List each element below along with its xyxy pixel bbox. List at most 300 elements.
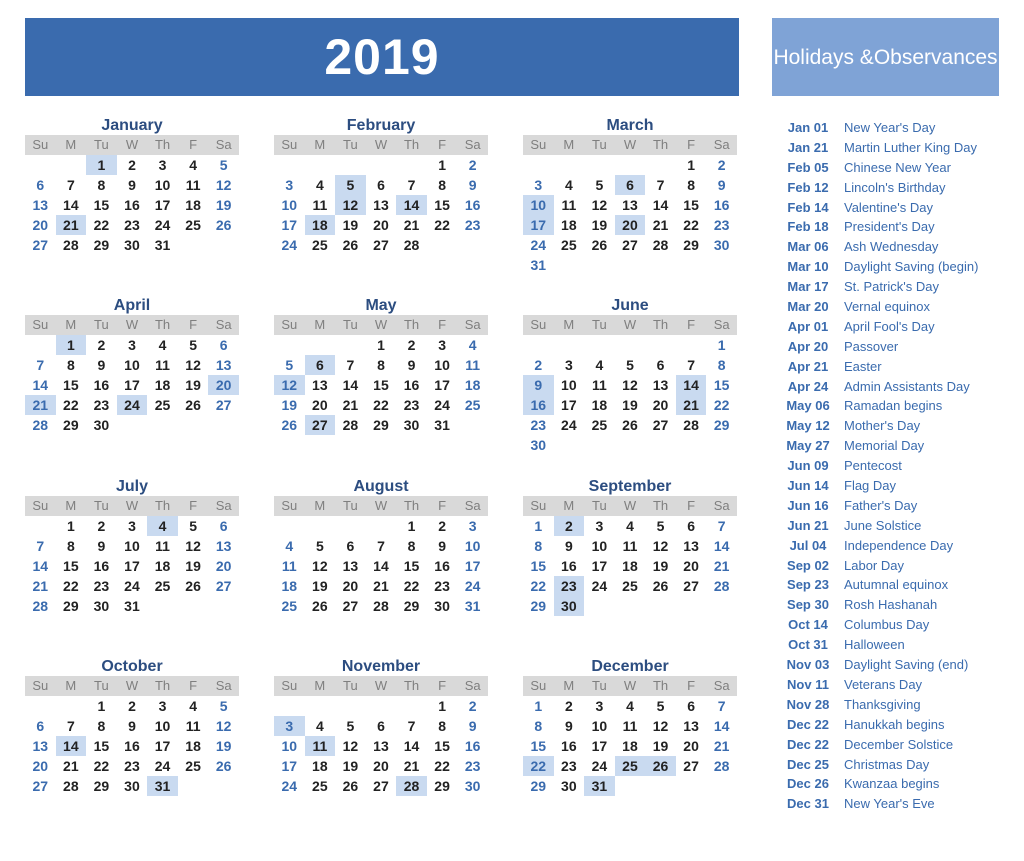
- weekday-label: M: [65, 498, 77, 513]
- weekday-label: F: [189, 678, 198, 693]
- empty-cell: [615, 155, 646, 175]
- holiday-name: Autumnal equinox: [844, 577, 949, 593]
- holiday-name: Christmas Day: [844, 756, 930, 772]
- day-cell: 9: [564, 538, 573, 554]
- weekday-label: Th: [403, 317, 420, 332]
- holiday-date: Dec 22: [787, 736, 829, 752]
- day-cell: 8: [377, 357, 385, 373]
- day-cell: 2: [717, 157, 726, 173]
- day-cell: 20: [32, 217, 49, 233]
- holiday-day-cell: 20: [208, 375, 239, 395]
- day-cell: 16: [124, 197, 140, 213]
- weekday-label: Su: [32, 317, 49, 332]
- day-cell: 25: [312, 778, 328, 794]
- holiday-name: April Fool's Day: [844, 318, 935, 334]
- day-cell: 4: [595, 357, 604, 373]
- day-cell: 16: [464, 197, 481, 213]
- day-cell: 5: [595, 177, 604, 193]
- month-june: [523, 296, 737, 455]
- empty-cell: [366, 155, 397, 175]
- day-cell: 16: [713, 197, 730, 213]
- holiday-date: Feb 12: [787, 179, 829, 195]
- day-cell: 2: [468, 157, 477, 173]
- day-cell: 17: [154, 738, 171, 754]
- day-cell: 27: [622, 237, 638, 253]
- day-cell: 18: [154, 377, 171, 393]
- day-cell: 1: [534, 518, 543, 534]
- day-cell: 5: [656, 518, 665, 534]
- weekday-header: [25, 496, 239, 516]
- day-cell: 7: [407, 718, 416, 734]
- day-cell: 29: [93, 778, 110, 794]
- holiday-row: [772, 377, 1012, 397]
- holiday-day-cell: 14: [56, 736, 87, 756]
- holiday-day-cell: 31: [584, 776, 615, 796]
- day-cell: 17: [591, 738, 608, 754]
- month-title: July: [115, 478, 148, 495]
- weekday-label: F: [189, 498, 198, 513]
- holiday-row: [772, 635, 1012, 655]
- day-cell: 21: [63, 758, 79, 774]
- day-cell: 17: [154, 197, 171, 213]
- weekday-label: M: [65, 317, 77, 332]
- day-cell: 22: [373, 397, 389, 413]
- day-grid: [274, 696, 488, 796]
- day-cell: 21: [713, 558, 730, 574]
- empty-cell: [523, 155, 554, 175]
- day-cell: 29: [93, 237, 110, 253]
- holiday-row: [772, 277, 1012, 297]
- day-cell: 17: [124, 558, 140, 574]
- month-september: [523, 477, 737, 616]
- day-cell: 14: [652, 197, 669, 213]
- month-title: August: [353, 478, 409, 495]
- day-cell: 6: [346, 538, 355, 554]
- day-cell: 31: [464, 598, 481, 614]
- empty-cell: [584, 155, 615, 175]
- day-cell: 17: [281, 217, 298, 233]
- day-cell: 13: [683, 718, 699, 734]
- holiday-date: Dec 22: [787, 716, 829, 732]
- day-cell: 21: [32, 578, 49, 594]
- weekday-header: [523, 496, 737, 516]
- day-cell: 30: [561, 778, 577, 794]
- day-cell: 3: [158, 698, 167, 714]
- day-cell: 25: [154, 397, 171, 413]
- day-cell: 29: [63, 417, 79, 433]
- day-cell: 19: [185, 377, 201, 393]
- day-cell: 27: [342, 598, 359, 614]
- day-cell: 30: [403, 417, 420, 433]
- day-cell: 7: [36, 357, 45, 373]
- holiday-row: [772, 655, 1012, 675]
- holiday-name: Independence Day: [844, 537, 954, 553]
- holiday-day-cell: 4: [147, 516, 178, 536]
- day-cell: 1: [717, 337, 726, 353]
- day-cell: 5: [189, 337, 197, 353]
- day-cell: 18: [281, 578, 298, 594]
- day-grid: [274, 516, 488, 616]
- day-cell: 19: [342, 758, 359, 774]
- day-cell: 10: [124, 538, 140, 554]
- month-december: [523, 657, 737, 796]
- day-cell: 14: [32, 377, 49, 393]
- day-cell: 6: [687, 698, 695, 714]
- holiday-row: [772, 556, 1012, 576]
- holiday-name: June Solstice: [844, 517, 922, 533]
- day-cell: 24: [561, 417, 577, 433]
- weekday-label: Su: [530, 678, 547, 693]
- weekday-label: Sa: [464, 678, 481, 693]
- weekday-label: M: [314, 498, 326, 513]
- holiday-name: Chinese New Year: [844, 159, 951, 175]
- weekday-label: M: [563, 317, 575, 332]
- day-cell: 27: [652, 417, 669, 433]
- weekday-label: W: [374, 317, 388, 332]
- day-cell: 26: [281, 417, 298, 433]
- day-cell: 2: [97, 337, 106, 353]
- day-cell: 20: [215, 558, 232, 574]
- day-cell: 9: [717, 177, 726, 193]
- day-cell: 23: [464, 217, 481, 233]
- empty-cell: [335, 155, 366, 175]
- day-cell: 30: [93, 417, 110, 433]
- weekday-label: M: [563, 498, 575, 513]
- weekday-label: Sa: [713, 498, 730, 513]
- day-cell: 27: [683, 758, 699, 774]
- day-cell: 21: [342, 397, 359, 413]
- day-cell: 19: [215, 197, 232, 213]
- holiday-day-cell: 20: [615, 215, 646, 235]
- day-cell: 25: [185, 758, 201, 774]
- holiday-day-cell: 22: [523, 756, 554, 776]
- weekday-label: Su: [32, 137, 49, 152]
- holiday-day-cell: 9: [523, 375, 554, 395]
- day-cell: 6: [377, 718, 385, 734]
- day-cell: 20: [342, 578, 359, 594]
- day-cell: 4: [158, 337, 167, 353]
- day-cell: 23: [434, 578, 450, 594]
- month-title: October: [101, 658, 163, 675]
- empty-cell: [523, 335, 554, 355]
- day-cell: 6: [219, 518, 228, 534]
- empty-cell: [645, 155, 676, 175]
- day-cell: 27: [215, 397, 232, 413]
- day-cell: 18: [622, 738, 638, 754]
- holiday-date: Oct 14: [788, 617, 828, 633]
- weekday-label: Sa: [215, 678, 232, 693]
- day-cell: 11: [622, 718, 638, 734]
- day-cell: 9: [564, 718, 573, 734]
- holiday-row: [772, 575, 1012, 595]
- day-cell: 7: [656, 177, 665, 193]
- day-cell: 4: [189, 157, 197, 173]
- weekday-label: Tu: [592, 317, 607, 332]
- day-cell: 5: [219, 698, 228, 714]
- day-cell: 15: [373, 377, 389, 393]
- day-cell: 10: [561, 377, 577, 393]
- weekday-label: Su: [32, 678, 49, 693]
- weekday-label: M: [65, 678, 77, 693]
- day-cell: 30: [713, 237, 730, 253]
- day-cell: 2: [564, 698, 573, 714]
- day-cell: 29: [373, 417, 389, 433]
- day-cell: 25: [591, 417, 608, 433]
- day-cell: 15: [530, 558, 547, 574]
- holiday-name: Lincoln's Birthday: [844, 179, 946, 195]
- day-cell: 19: [215, 738, 232, 754]
- day-cell: 28: [713, 758, 730, 774]
- holiday-row: [772, 456, 1012, 476]
- holiday-day-cell: 17: [523, 215, 554, 235]
- holiday-row: [772, 476, 1012, 496]
- holiday-row: [772, 774, 1012, 794]
- day-cell: 2: [128, 698, 136, 714]
- holiday-row: [772, 735, 1012, 755]
- day-cell: 28: [403, 237, 420, 253]
- day-cell: 16: [561, 738, 577, 754]
- holiday-name: Kwanzaa begins: [844, 776, 940, 792]
- empty-cell: [305, 335, 336, 355]
- day-cell: 2: [468, 698, 477, 714]
- day-cell: 22: [434, 758, 450, 774]
- day-cell: 20: [32, 758, 49, 774]
- day-cell: 9: [468, 718, 477, 734]
- day-cell: 15: [434, 738, 450, 754]
- weekday-label: F: [438, 317, 447, 332]
- day-cell: 6: [656, 357, 665, 373]
- weekday-label: W: [623, 137, 637, 152]
- month-title: January: [101, 117, 163, 134]
- day-cell: 30: [434, 598, 450, 614]
- day-cell: 11: [622, 538, 638, 554]
- day-cell: 30: [124, 237, 140, 253]
- holiday-row: [772, 297, 1012, 317]
- weekday-label: W: [125, 137, 139, 152]
- day-cell: 4: [285, 538, 294, 554]
- weekday-label: Su: [530, 137, 547, 152]
- weekday-label: Sa: [713, 137, 730, 152]
- weekday-label: Tu: [94, 678, 109, 693]
- holiday-day-cell: 18: [305, 215, 336, 235]
- empty-cell: [305, 155, 336, 175]
- day-grid: [523, 696, 737, 796]
- day-cell: 26: [591, 237, 608, 253]
- day-cell: 19: [591, 217, 608, 233]
- empty-cell: [25, 335, 56, 355]
- day-cell: 30: [93, 598, 110, 614]
- day-cell: 4: [468, 337, 477, 353]
- weekday-label: Tu: [94, 317, 109, 332]
- day-cell: 12: [185, 357, 201, 373]
- day-cell: 12: [185, 538, 201, 554]
- day-grid: [274, 155, 488, 255]
- day-cell: 5: [626, 357, 634, 373]
- weekday-label: Sa: [713, 678, 730, 693]
- holiday-row: [772, 436, 1012, 456]
- holiday-name: President's Day: [844, 219, 935, 235]
- weekday-label: Th: [652, 678, 669, 693]
- day-cell: 9: [407, 357, 416, 373]
- holiday-name: Rosh Hashanah: [844, 597, 938, 613]
- day-cell: 27: [32, 237, 49, 253]
- day-cell: 15: [403, 558, 420, 574]
- day-cell: 22: [713, 397, 730, 413]
- holiday-day-cell: 23: [554, 576, 585, 596]
- day-cell: 21: [373, 578, 389, 594]
- day-cell: 13: [215, 357, 232, 373]
- day-cell: 7: [687, 357, 695, 373]
- holiday-day-cell: 31: [147, 776, 178, 796]
- day-cell: 4: [189, 698, 197, 714]
- day-cell: 11: [592, 377, 607, 393]
- holiday-name: Passover: [844, 338, 899, 354]
- day-cell: 4: [626, 698, 634, 714]
- empty-cell: [274, 335, 305, 355]
- month-title: September: [588, 478, 672, 495]
- day-cell: 29: [530, 598, 547, 614]
- day-cell: 22: [434, 217, 450, 233]
- day-cell: 23: [93, 397, 110, 413]
- holiday-name: Easter: [844, 358, 882, 374]
- day-cell: 2: [534, 357, 543, 373]
- day-cell: 31: [434, 417, 450, 433]
- day-cell: 24: [591, 578, 608, 594]
- holiday-day-cell: 14: [676, 375, 707, 395]
- holiday-date: Nov 03: [786, 657, 830, 673]
- holiday-day-cell: 2: [554, 516, 585, 536]
- holiday-date: Apr 01: [787, 318, 829, 334]
- holiday-date: Sep 30: [787, 597, 829, 613]
- weekday-label: M: [314, 317, 326, 332]
- holiday-name: Martin Luther King Day: [844, 139, 977, 155]
- day-cell: 3: [468, 518, 477, 534]
- holiday-row: [772, 158, 1012, 178]
- holiday-name: Mother's Day: [844, 418, 921, 434]
- holiday-day-cell: 26: [645, 756, 676, 776]
- day-cell: 13: [342, 558, 359, 574]
- month-august: [274, 477, 488, 616]
- holiday-day-cell: 12: [274, 375, 305, 395]
- day-cell: 14: [713, 718, 730, 734]
- day-cell: 4: [315, 177, 324, 193]
- weekday-header: [25, 676, 239, 696]
- holiday-day-cell: 28: [396, 776, 427, 796]
- holiday-day-cell: 11: [305, 736, 336, 756]
- holiday-day-cell: 5: [335, 175, 366, 195]
- day-cell: 9: [468, 177, 477, 193]
- day-cell: 29: [530, 778, 547, 794]
- empty-cell: [335, 516, 366, 536]
- day-cell: 5: [219, 157, 228, 173]
- day-cell: 13: [373, 197, 389, 213]
- day-cell: 17: [591, 558, 608, 574]
- holiday-date: May 06: [786, 398, 830, 414]
- day-cell: 28: [63, 237, 79, 253]
- day-cell: 12: [215, 718, 232, 734]
- empty-cell: [56, 696, 87, 716]
- day-cell: 24: [154, 758, 171, 774]
- day-cell: 31: [530, 257, 547, 273]
- day-cell: 23: [93, 578, 110, 594]
- holiday-name: December Solstice: [844, 736, 954, 752]
- empty-cell: [335, 696, 366, 716]
- empty-cell: [274, 516, 305, 536]
- day-cell: 12: [342, 738, 359, 754]
- day-cell: 2: [438, 518, 446, 534]
- weekday-label: M: [563, 678, 575, 693]
- day-cell: 3: [595, 698, 604, 714]
- weekday-label: F: [438, 498, 447, 513]
- holiday-name: New Year's Eve: [844, 796, 935, 812]
- weekday-header: [274, 135, 488, 155]
- holiday-name: Memorial Day: [844, 438, 925, 454]
- holiday-date: Jun 16: [787, 497, 829, 513]
- day-cell: 20: [683, 558, 699, 574]
- holiday-date: May 12: [786, 418, 830, 434]
- weekday-label: Sa: [215, 317, 232, 332]
- day-cell: 7: [407, 177, 416, 193]
- day-cell: 17: [281, 758, 298, 774]
- day-cell: 18: [312, 758, 328, 774]
- day-cell: 25: [185, 217, 201, 233]
- day-cell: 11: [312, 197, 328, 213]
- holidays-header-line-1: Holidays &: [773, 45, 874, 69]
- day-cell: 6: [687, 518, 695, 534]
- day-cell: 17: [464, 558, 481, 574]
- day-cell: 16: [403, 377, 420, 393]
- holiday-date: Sep 02: [787, 557, 829, 573]
- holiday-name: Ash Wednesday: [844, 239, 939, 255]
- day-cell: 10: [281, 738, 298, 754]
- holiday-name: Flag Day: [844, 478, 897, 494]
- day-cell: 13: [215, 538, 232, 554]
- month-title: February: [346, 117, 416, 134]
- day-cell: 1: [687, 157, 695, 173]
- day-cell: 30: [530, 437, 547, 453]
- day-cell: 3: [128, 518, 136, 534]
- day-cell: 15: [434, 197, 450, 213]
- day-grid: [25, 155, 239, 255]
- holiday-row: [772, 337, 1012, 357]
- day-cell: 24: [154, 217, 171, 233]
- weekday-label: Su: [32, 498, 49, 513]
- holiday-date: Jun 09: [787, 458, 829, 474]
- weekday-header: [274, 315, 488, 335]
- empty-cell: [615, 335, 646, 355]
- holiday-row: [772, 715, 1012, 735]
- day-cell: 9: [128, 718, 136, 734]
- day-cell: 4: [315, 718, 324, 734]
- weekday-label: Sa: [464, 317, 481, 332]
- weekday-label: W: [125, 498, 139, 513]
- day-cell: 20: [373, 758, 389, 774]
- holiday-date: Nov 28: [786, 696, 830, 712]
- day-cell: 25: [281, 598, 298, 614]
- month-title: April: [113, 297, 151, 314]
- weekday-label: Th: [154, 498, 171, 513]
- holiday-day-cell: 21: [56, 215, 87, 235]
- weekday-label: Th: [403, 137, 420, 152]
- day-cell: 28: [342, 417, 359, 433]
- day-cell: 11: [185, 718, 201, 734]
- day-cell: 26: [342, 237, 359, 253]
- weekday-label: Tu: [592, 137, 607, 152]
- day-cell: 30: [124, 778, 140, 794]
- weekday-label: Tu: [94, 498, 109, 513]
- empty-cell: [554, 155, 585, 175]
- month-february: [274, 116, 488, 255]
